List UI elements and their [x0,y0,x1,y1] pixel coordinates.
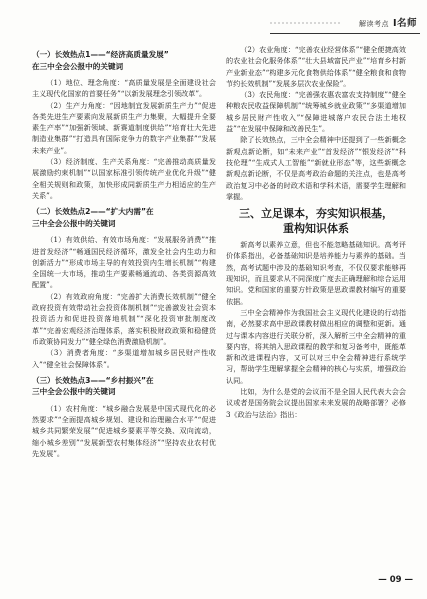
left-column [32,44,216,459]
hot1-para-1: （1）地位、理念角度：“高质量发展是全面建设社会主义现代化国家的首要任务”“以新发展理念引领改革”。 [32,78,216,99]
hot1-para-3: （3）经济制度、生产关系角度：“完善推动高质量发展激励约束机制”“以国家标准引领传统产业优化升级”“健全相关规则和政策，加快形成同新质生产力相适应的生产关系”。 [32,157,216,200]
section-three-heading [226,206,406,236]
hot3-tail: 三中全会公报中的关键词 [32,387,116,397]
right-column [226,44,406,420]
hot2-para-1: （1）有效供给、有效市场角度：“发展服务消费”“推进首发经济”“畅通国民经济循环，激发全社会内生动力和创新活力”“形成市场主导的有效投资内生增长机制”“构建全国统一大市场，推动生产要素畅通流动、各类资源高效配置”。 [32,235,216,290]
hot1-heading [29,47,216,74]
hot2-tail: 三中全会公报中的关键词 [32,218,116,228]
header-rule [270,33,420,34]
page-number: — 09 — [378,575,413,585]
hot3-heading [29,373,216,400]
right-para-5: 三中全会精神作为我国社会主义现代化建设的行动指南，必然要求高中思政课教材做出相应的调整和更新。通过与课本内容进行关联分析，深入解析三中全会精神的重要内容，将其纳入思政课程的教学和复习备考中，既能革新和改进课程内容，又可以对三中全会精神进行系统学习，帮助学生理解掌握全会精神的核心与实质，增强政治认同。 [226,307,406,385]
right-para-3: 除了长效热点，三中全会精神中还提到了一些新概念新观点新论断，如“未来产业”“首发经济”“银发经济”“科技伦理”“生成式人工智能”“新就业形态”等，这些新概念新观点新论断，不仅是高考政治命题的关注点，也是高考政治复习中必备的时政术语和学科术语，需要学生理解和掌握。 [226,135,406,201]
hot2-title: （二）长效热点2——“扩大内需”在 [32,207,154,217]
header-sub: 解读考点 [358,20,389,28]
hot1-title: （一）长效热点1——“经济高质量发展” [32,50,169,59]
section-three-title-line2: 重构知识体系 [283,222,349,236]
hot2-para-3: （3）消费者角度：“多渠道增加城乡居民财产性收入”“健全社会保障体系”。 [32,348,216,369]
hot1-para-2: （2）生产力角度：“因地制宜发展新质生产力”“促进各类先进生产要素向发展新质生产力集聚，大幅提升全要素生产率”“加强新领域、新赛道制度供给”“培育壮大先进制造业集群”“打造具有国际竞争力的数字产业集群”“发展未来产业”。 [32,100,216,155]
right-para-2: （3）农民角度：“完善强农惠农富农支持制度”“健全种粮农民收益保障机制”“统筹城乡就业政策”“多渠道增加城乡居民财产性收入”“保障进城落户农民合法土地权益”“在发展中保障和改善民生”。 [226,90,406,134]
hot2-para-2: （2）有效政府角度：“完善扩大消费长效机制”“健全政府投资有效带动社会投资体制机制”“完善激发社会资本投资活力和促进投资落地机制”“深化投资审批制度改革”“完善宏观经济治理体系，落实积极财政政策和稳健货币政策协同发力”“健全绿色消费激励机制”。 [32,291,216,346]
hot3-para-1: （1）农村角度：“城乡融合发展是中国式现代化的必然要求”“全面提高城乡规划、建设和治理融合水平”“促进城乡共同繁荣发展”“促进城乡要素平等交换、双向流动，缩小城乡差别”“发展新型农村集体经济”“坚持农业农村优先发展”。 [32,403,216,459]
right-para-4: 新高考以素养立意，但也不能忽略基础知识。高考评价体系指出，必备基础知识是培养能力与素养的基础。当然，高考试题中涉及的基础知识考查，不仅仅要求能够再现知识，而且要求从不同深度广度去正确理解和综合运用知识。党和国家的重要方针政策是思政课教材编写的重要依据。 [226,240,406,306]
header-title: I名师 [392,18,417,29]
hot3-title: （三）长效热点3——“乡村振兴”在 [32,375,154,385]
page-header [0,0,427,40]
section-three-title-line1: 三、立足课本，夯实知识根基， [239,207,393,221]
hot2-heading [29,204,216,231]
right-para-6: 比如，为什么是党的会议而不是全国人民代表大会会议或者是国务院会议提出国家未来发展的战略部署？必修3《政治与法治》指出： [226,387,406,419]
header-tag [359,15,417,29]
hot1-tail: 在三中全会公报中的关键词 [32,61,124,71]
right-para-1: （2）农业角度：“完善农业经营体系”“健全便捷高效的农业社会化服务体系”“壮大县域富民产业”“培育乡村新产业新业态”“构建多元化食物供给体系”“健全粮食和食物节约长效机制”“发展多层次农业保险”。 [226,45,406,88]
